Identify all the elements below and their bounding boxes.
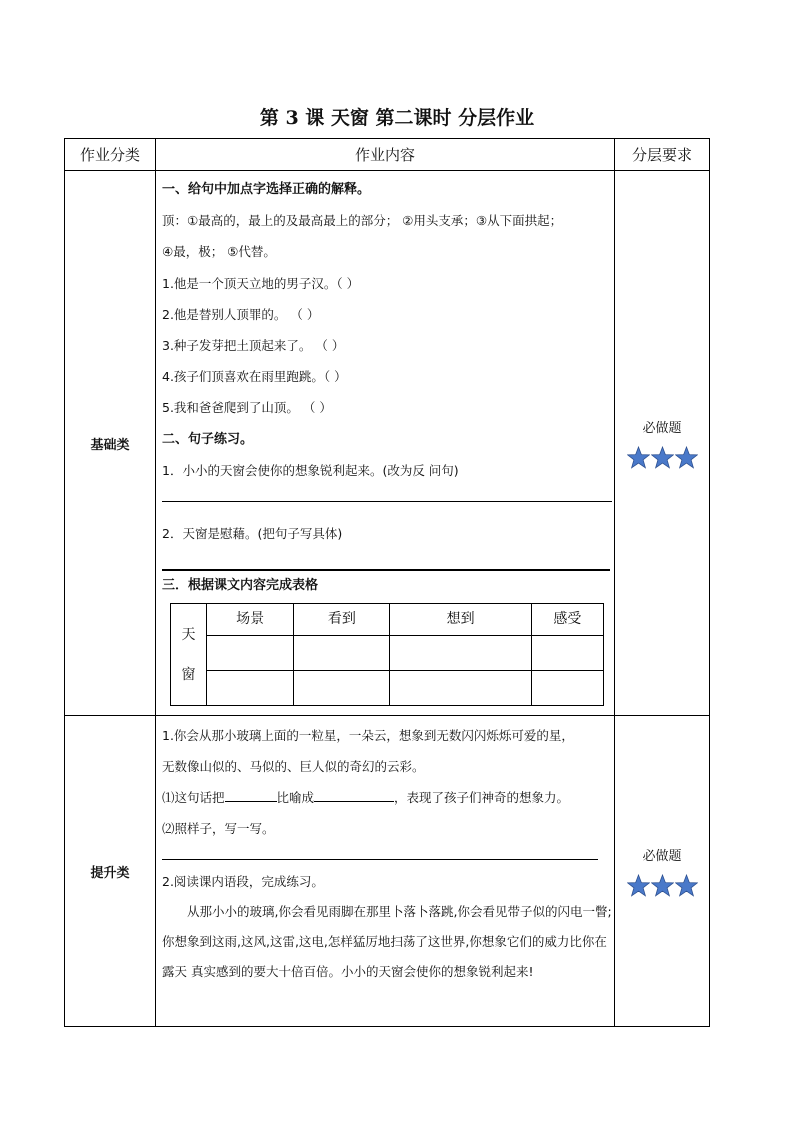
table-cell[interactable] — [207, 671, 294, 706]
scene-table-row — [171, 636, 604, 671]
star-icon — [651, 874, 674, 897]
side-char: 窗 — [181, 666, 196, 683]
definition-line-1: 顶：①最高的，最上的及最高最上的部分； ②用头支承；③从下面拱起； — [162, 213, 563, 229]
answer-line[interactable] — [162, 844, 598, 860]
table-cell[interactable] — [294, 636, 390, 671]
scene-table-side — [171, 604, 207, 706]
question-item: 2.他是替别人顶罪的。 （ ） — [162, 306, 320, 322]
basic-requirement-label: 必做题 — [642, 421, 682, 436]
basic-category-label: 基础类 — [90, 437, 130, 453]
table-cell[interactable] — [294, 671, 390, 706]
question-item: 4.孩子们顶喜欢在雨里跑跳。（ ） — [162, 369, 347, 385]
star-icon — [675, 446, 698, 469]
fill-blank[interactable] — [225, 787, 277, 802]
definition-line-2: ④最，极； ⑤代替。 — [162, 244, 276, 260]
table-cell[interactable] — [390, 671, 531, 706]
star-icon — [675, 874, 698, 897]
basic-requirement-cell — [615, 171, 710, 716]
column-header: 看到 — [294, 604, 390, 636]
basic-category-cell — [65, 171, 156, 716]
advanced-requirement-cell — [615, 716, 710, 1027]
difficulty-stars — [615, 446, 709, 469]
basic-row — [65, 171, 710, 716]
question-1-sub-2: ⑵照样子，写一写。 — [162, 821, 275, 836]
section1-title: 一、给句中加点字选择正确的解释。 — [162, 182, 371, 197]
basic-content-cell — [156, 171, 615, 716]
question-1-line-2: 无数像山似的、马似的、巨人似的奇幻的云彩。 — [162, 759, 425, 774]
column-header: 场景 — [207, 604, 294, 636]
sub1-part-b: 比喻成 — [276, 790, 315, 805]
header-content: 作业内容 — [156, 139, 615, 171]
sub1-part-c: ，表现了孩子们神奇的想象力。 — [394, 790, 570, 805]
advanced-content-cell — [156, 716, 615, 1027]
advanced-category-cell — [65, 716, 156, 1027]
column-header: 感受 — [531, 604, 603, 636]
scene-table — [170, 603, 604, 706]
header-requirement: 分层要求 — [615, 139, 710, 171]
sentence-exercise-1: 1．小小的天窗会使你的想象锐利起来。(改为反 问句) — [162, 462, 459, 478]
question-item: 1.他是一个顶天立地的男子汉。（ ） — [162, 275, 360, 291]
question-item: 3.种子发芽把土顶起来了。 （ ） — [162, 338, 345, 354]
star-icon — [651, 446, 674, 469]
fill-blank[interactable] — [314, 787, 394, 802]
star-icon — [627, 446, 650, 469]
difficulty-stars — [615, 874, 709, 897]
table-cell[interactable] — [531, 671, 603, 706]
question-1-sub-1 — [162, 782, 614, 813]
sub1-part-a: ⑴这句话把 — [162, 790, 225, 805]
scene-table-header — [171, 604, 604, 636]
side-char: 天 — [181, 626, 196, 643]
sentence-exercise-2: 2．天窗是慰藉。(把句子写具体) — [162, 526, 343, 542]
star-icon — [627, 874, 650, 897]
page-title: 第 3 课 天窗 第二课时 分层作业 — [259, 107, 535, 129]
table-cell[interactable] — [531, 636, 603, 671]
header-category: 作业分类 — [65, 139, 156, 171]
advanced-row — [65, 716, 710, 1027]
section2-title: 二、句子练习。 — [162, 431, 254, 447]
advanced-requirement-label: 必做题 — [642, 849, 682, 864]
homework-table — [64, 138, 710, 1027]
question-1-line-1: 1.你会从那小玻璃上面的一粒星，一朵云，想象到无数闪闪烁烁可爱的星， — [162, 728, 574, 743]
answer-line[interactable] — [162, 486, 612, 502]
reading-passage: 从那小小的玻璃,你会看见雨脚在那里卜落卜落跳,你会看见带子似的闪电一瞥;你想象到这雨,这风,这雷,这电,怎样猛厉地扫荡了这世界,你想象它们的威力比你在露天 真实感到的要大十倍百倍。小小的天窗会使你的想象锐利起来! — [162, 904, 612, 979]
section3-title: 三．根据课文内容完成表格 — [162, 578, 319, 594]
advanced-category-label: 提升类 — [90, 865, 130, 881]
column-header: 想到 — [390, 604, 531, 636]
table-cell[interactable] — [207, 636, 294, 671]
question-2-title: 2.阅读课内语段，完成练习。 — [162, 874, 324, 889]
question-item: 5.我和爸爸爬到了山顶。 （ ） — [162, 400, 332, 416]
table-cell[interactable] — [390, 636, 531, 671]
header-row — [65, 139, 710, 171]
scene-table-row — [171, 671, 604, 706]
